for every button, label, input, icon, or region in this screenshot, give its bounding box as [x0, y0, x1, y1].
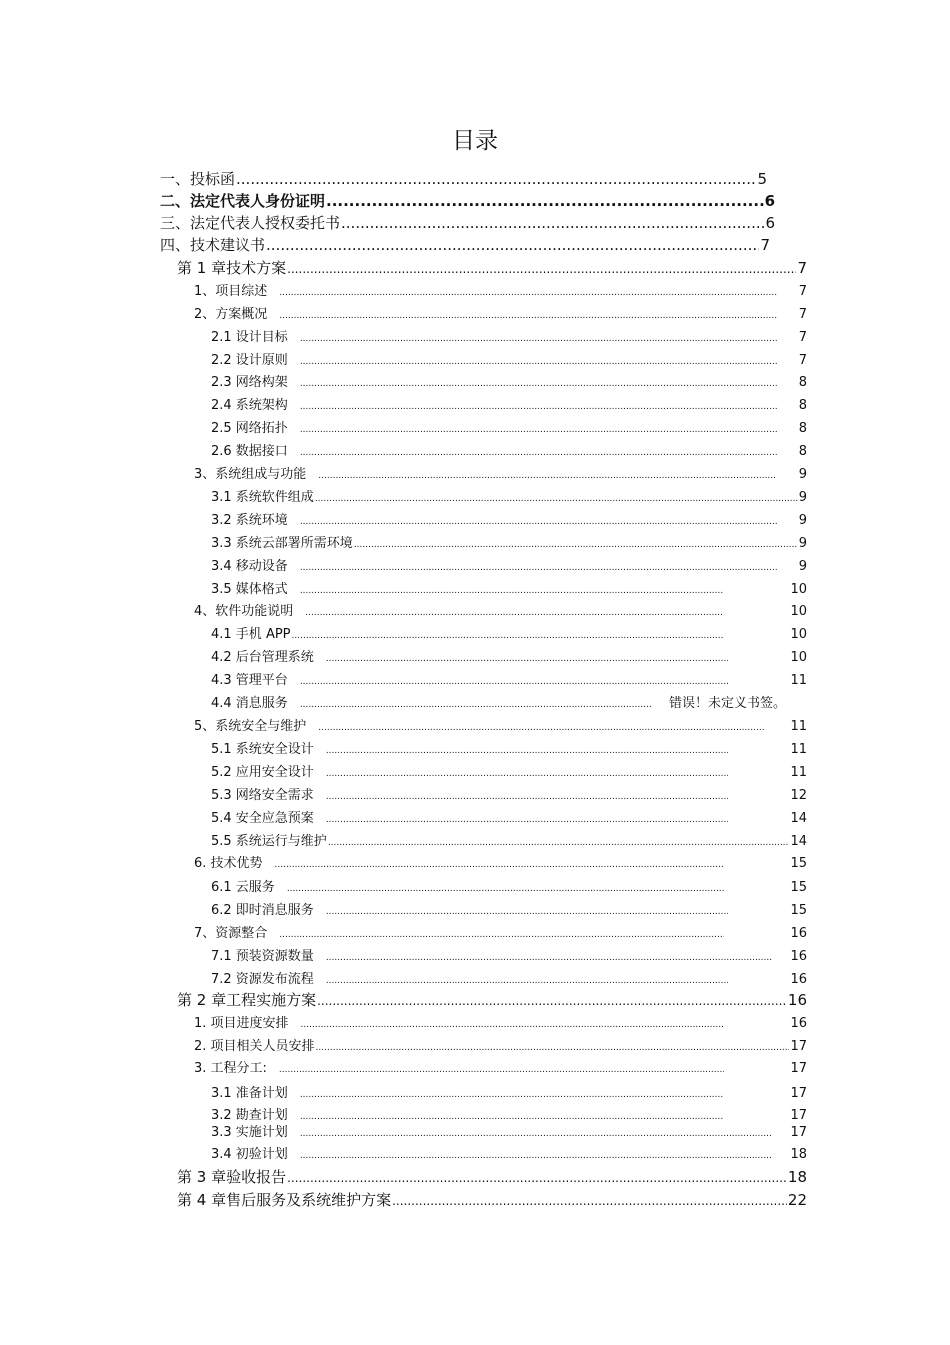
toc-entry[interactable]: 5.1 系统安全设计 ..... 11 — [211, 738, 807, 757]
toc-entry[interactable]: 7.1 预装资源数量 ..... 16 — [211, 945, 807, 964]
toc-entry[interactable]: 5、系统安全与维护 ..... 11 — [194, 715, 807, 734]
toc-entry[interactable]: 4.3 管理平台 ..... 11 — [211, 669, 807, 688]
toc-entry[interactable]: 6. 技术优势 ..... 15 — [194, 852, 807, 871]
toc-entry[interactable]: 6.2 即时消息服务 ..... 15 — [211, 899, 807, 918]
toc-entry[interactable]: 第 2 章工程实施方案 ..... 16 — [177, 989, 807, 1010]
toc-entry[interactable]: 1. 项目进度安排 ..... 16 — [194, 1012, 807, 1031]
toc-entry[interactable]: 2. 项目相关人员安排 ..... 17 — [194, 1035, 807, 1054]
toc-entry[interactable]: 2、方案概况 ..... 7 — [194, 303, 807, 322]
toc-entry[interactable]: 3.5 媒体格式 ..... 10 — [211, 578, 807, 597]
toc-entry[interactable]: 2.2 设计原则 ..... 7 — [211, 349, 807, 368]
toc-entry[interactable]: 7.2 资源发布流程 ..... 16 — [211, 968, 807, 987]
toc-entry[interactable]: 5.5 系统运行与维护 ..... 14 — [211, 830, 807, 849]
toc-entry[interactable]: 一、投标函 ..... 5 — [160, 168, 767, 189]
toc-entry[interactable]: 5.2 应用安全设计 ..... 11 — [211, 761, 807, 780]
toc-entry[interactable]: 2.4 系统架构 ..... 8 — [211, 394, 807, 413]
toc-entry[interactable]: 3.1 系统软件组成 ..... 9 — [211, 486, 807, 505]
toc-entry[interactable]: 5.4 安全应急预案 ..... 14 — [211, 807, 807, 826]
toc-entry[interactable]: 3.4 移动设备 ..... 9 — [211, 555, 807, 574]
toc-entry[interactable]: 2.5 网络拓扑 ..... 8 — [211, 417, 807, 436]
toc-entry[interactable]: 第 1 章技术方案 ..... 7 — [177, 257, 807, 278]
toc-entry[interactable]: 2.6 数据接口 ..... 8 — [211, 440, 807, 459]
toc-entry[interactable]: 6.1 云服务 ..... 15 — [211, 876, 807, 895]
toc-entry[interactable]: 3. 工程分工: ..... 17 — [194, 1057, 807, 1076]
toc-entry[interactable]: 第 3 章验收报告 ..... 18 — [177, 1166, 807, 1187]
toc-entry[interactable]: 1、项目综述 ..... 7 — [194, 280, 807, 299]
toc-entry[interactable]: 4.4 消息服务 ..... 错误！未定义书签。 — [211, 692, 786, 711]
toc-entry[interactable]: 三、法定代表人授权委托书 ..... 6 — [160, 212, 775, 233]
toc-entry[interactable]: 7、资源整合 ..... 16 — [194, 922, 807, 941]
toc-entry[interactable]: 3、系统组成与功能 ..... 9 — [194, 463, 807, 482]
toc-entry[interactable]: 3.2 勘查计划 ..... 17 — [211, 1104, 807, 1123]
toc-entry[interactable]: 二、法定代表人身份证明 ..... 6 — [160, 190, 775, 211]
toc-entry[interactable]: 3.3 系统云部署所需环境 ..... 9 — [211, 532, 807, 551]
toc-entry[interactable]: 3.1 准备计划 ..... 17 — [211, 1082, 807, 1101]
toc-entry[interactable]: 2.1 设计目标 ..... 7 — [211, 326, 807, 345]
toc-title: 目录 — [452, 128, 498, 154]
toc-entry[interactable]: 3.3 实施计划 ..... 17 — [211, 1121, 807, 1140]
toc-entry[interactable]: 四、技术建议书 ..... 7 — [160, 234, 770, 255]
toc-entry[interactable]: 3.4 初验计划 ..... 18 — [211, 1143, 807, 1162]
toc-entry[interactable]: 2.3 网络构架 ..... 8 — [211, 371, 807, 390]
toc-entry[interactable]: 4.2 后台管理系统 ..... 10 — [211, 646, 807, 665]
toc-entry[interactable]: 4、软件功能说明 ..... 10 — [194, 600, 807, 619]
toc-entry[interactable]: 3.2 系统环境 ..... 9 — [211, 509, 807, 528]
toc-entry[interactable]: 4.1 手机 APP ..... 10 — [211, 623, 807, 642]
toc-entry[interactable]: 5.3 网络安全需求 ..... 12 — [211, 784, 807, 803]
toc-entry[interactable]: 第 4 章售后服务及系统维护方案 ..... 22 — [177, 1189, 807, 1210]
